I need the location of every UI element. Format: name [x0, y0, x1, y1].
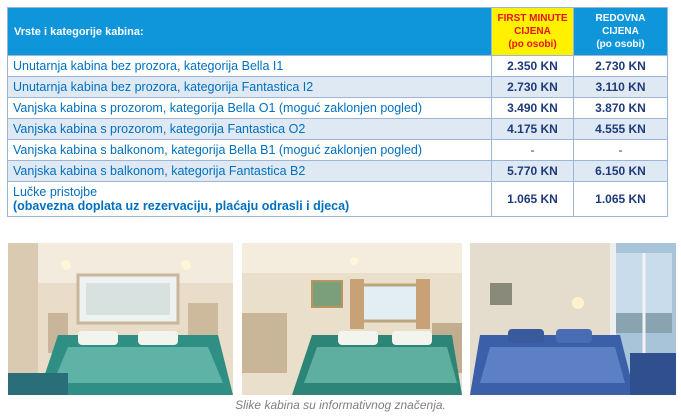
cabin-name: Vanjska kabina s balkonom, kategorija Bella B1 (moguć zaklonjen pogled)	[8, 140, 492, 161]
cabin-name: Vanjska kabina s prozorom, kategorija Fantastica O2	[8, 119, 492, 140]
cabin-photo-balcony	[470, 243, 676, 395]
cabin-photo-inside-image	[8, 243, 233, 395]
header-first-minute-price: FIRST MINUTE CIJENA (po osobi)	[492, 8, 574, 56]
table-row	[8, 161, 668, 182]
first-minute-price: 2.730 KN	[492, 77, 574, 98]
port-fees-name: Lučke pristojbe	[13, 185, 98, 199]
table-header-row	[8, 8, 668, 56]
first-minute-price: 1.065 KN	[492, 182, 574, 217]
header-cabin-types: Vrste i kategorije kabina:	[8, 8, 492, 56]
cabin-name: Vanjska kabina s prozorom, kategorija Bella O1 (moguć zaklonjen pogled)	[8, 98, 492, 119]
cabin-photo-balcony-image	[470, 243, 676, 395]
photo-caption: Slike kabina su informativnog značenja.	[235, 398, 446, 412]
cabin-photo-inside	[8, 243, 233, 395]
regular-price: 2.730 KN	[574, 56, 668, 77]
cabin-name: Vanjska kabina s balkonom, kategorija Fantastica B2	[8, 161, 492, 182]
cabin-photo-window-image	[242, 243, 462, 395]
table-row	[8, 77, 668, 98]
regular-price: 3.110 KN	[574, 77, 668, 98]
table-row-port-fees	[8, 182, 668, 217]
cabin-price-table	[7, 7, 668, 217]
port-fees-cell	[8, 182, 492, 217]
regular-price: 4.555 KN	[574, 119, 668, 140]
first-minute-price: 5.770 KN	[492, 161, 574, 182]
header-regular-price: REDOVNA CIJENA (po osobi)	[574, 8, 668, 56]
cabin-name: Unutarnja kabina bez prozora, kategorija Fantastica I2	[8, 77, 492, 98]
table-row	[8, 98, 668, 119]
table-row	[8, 119, 668, 140]
first-minute-price: 4.175 KN	[492, 119, 574, 140]
cabin-name: Unutarnja kabina bez prozora, kategorija Bella I1	[8, 56, 492, 77]
regular-price: 3.870 KN	[574, 98, 668, 119]
table-row	[8, 56, 668, 77]
port-fees-note: (obavezna doplata uz rezervaciju, plaćaju odrasli i djeca)	[13, 199, 350, 213]
table-row	[8, 140, 668, 161]
first-minute-price: 2.350 KN	[492, 56, 574, 77]
first-minute-price: -	[492, 140, 574, 161]
regular-price: 6.150 KN	[574, 161, 668, 182]
first-minute-price: 3.490 KN	[492, 98, 574, 119]
regular-price: 1.065 KN	[574, 182, 668, 217]
regular-price: -	[574, 140, 668, 161]
cabin-photo-window	[242, 243, 462, 395]
